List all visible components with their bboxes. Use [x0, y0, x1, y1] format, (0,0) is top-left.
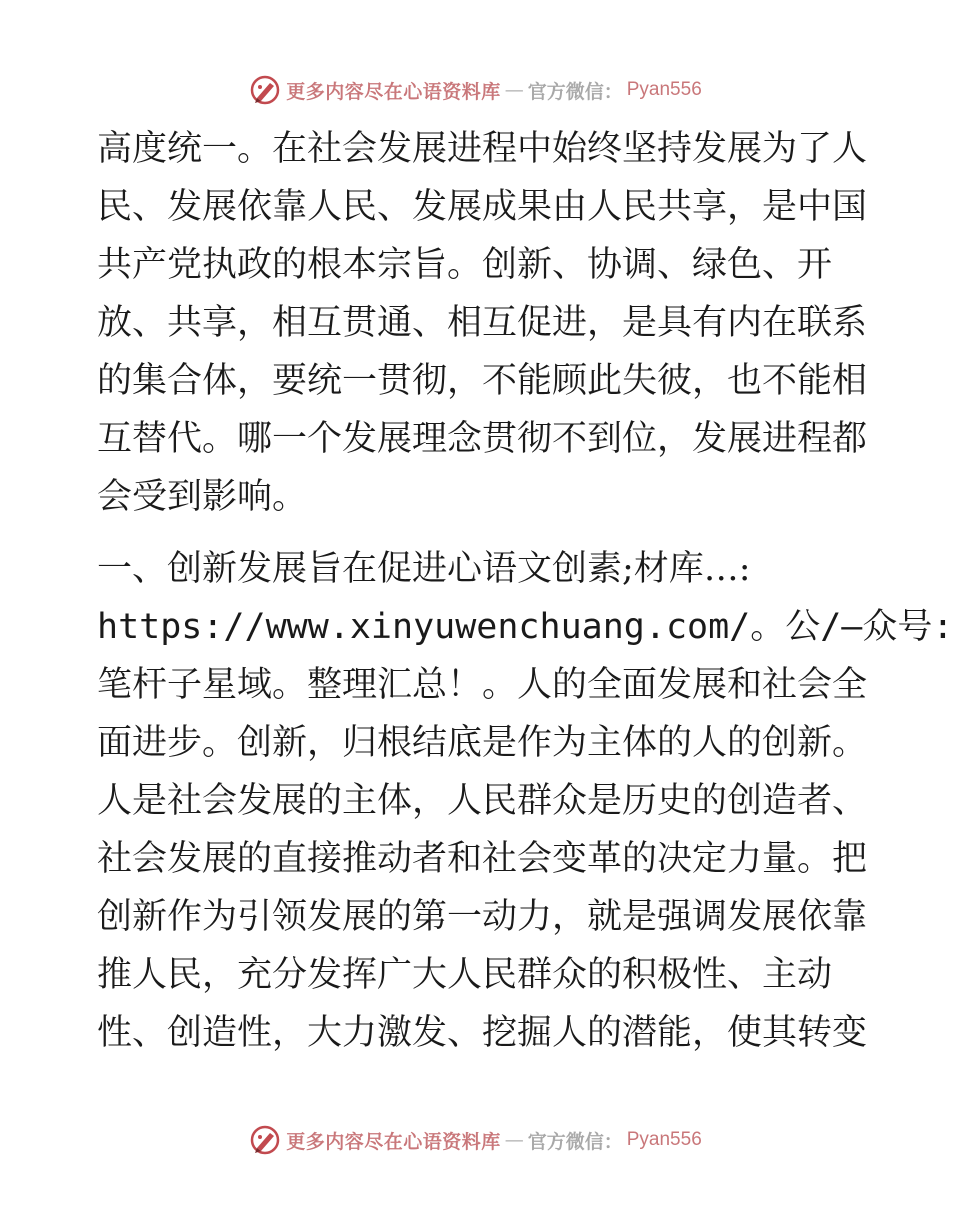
- watermark-separator: —: [504, 1129, 524, 1151]
- text-line: 会受到影响。: [97, 477, 308, 517]
- watermark-separator: —: [504, 79, 524, 101]
- watermark-wechat-id: Pyan556: [626, 1129, 702, 1150]
- watermark-wechat-id: Pyan556: [626, 79, 702, 100]
- section-heading-line: 一、创新发展旨在促进心语文创素;材库…:: [97, 549, 751, 589]
- paragraph-1: [97, 120, 868, 526]
- paragraph-2: [97, 540, 953, 1062]
- text-line: 性、创造性，大力激发、挖掘人的潜能，使其转变: [97, 1013, 868, 1053]
- text-line: 民、发展依靠人民、发展成果由人民共享，是中国: [97, 187, 868, 227]
- text-line: 创新作为引领发展的第一动力，就是强调发展依靠: [97, 897, 868, 937]
- url-line: https://www.xinyuwenchuang.com/。公/—众号:: [97, 607, 953, 647]
- watermark-site-text: 更多内容尽在心语资料库: [286, 80, 501, 103]
- text-line: 放、共享，相互贯通、相互促进，是具有内在联系: [97, 303, 868, 343]
- paragraph-gap: [97, 526, 857, 540]
- text-line: 互替代。哪一个发展理念贯彻不到位，发展进程都: [97, 419, 868, 459]
- text-line: 笔杆子星域。整理汇总！。人的全面发展和社会全: [97, 665, 868, 705]
- text-line: 共产党执政的根本宗旨。创新、协调、绿色、开: [97, 245, 833, 285]
- text-line: 社会发展的直接推动者和社会变革的决定力量。把: [97, 839, 868, 879]
- document-body: [97, 120, 953, 1062]
- watermark-site-text: 更多内容尽在心语资料库: [286, 1130, 501, 1153]
- header-watermark: [0, 70, 950, 110]
- watermark-wechat-label: 官方微信：: [527, 1130, 623, 1153]
- text-line: 的集合体，要统一贯彻，不能顾此失彼，也不能相: [97, 361, 868, 401]
- watermark-wechat-label: 官方微信：: [527, 80, 623, 103]
- text-line: 面进步。创新，归根结底是作为主体的人的创新。: [97, 723, 868, 763]
- text-line: 高度统一。在社会发展进程中始终坚持发展为了人: [97, 129, 868, 169]
- text-line: 人是社会发展的主体，人民群众是历史的创造者、: [97, 781, 868, 821]
- pen-circle-logo-icon: [248, 1123, 282, 1157]
- footer-watermark: [0, 1120, 950, 1160]
- text-line: 推人民，充分发挥广大人民群众的积极性、主动: [97, 955, 833, 995]
- pen-circle-logo-icon: [248, 73, 282, 107]
